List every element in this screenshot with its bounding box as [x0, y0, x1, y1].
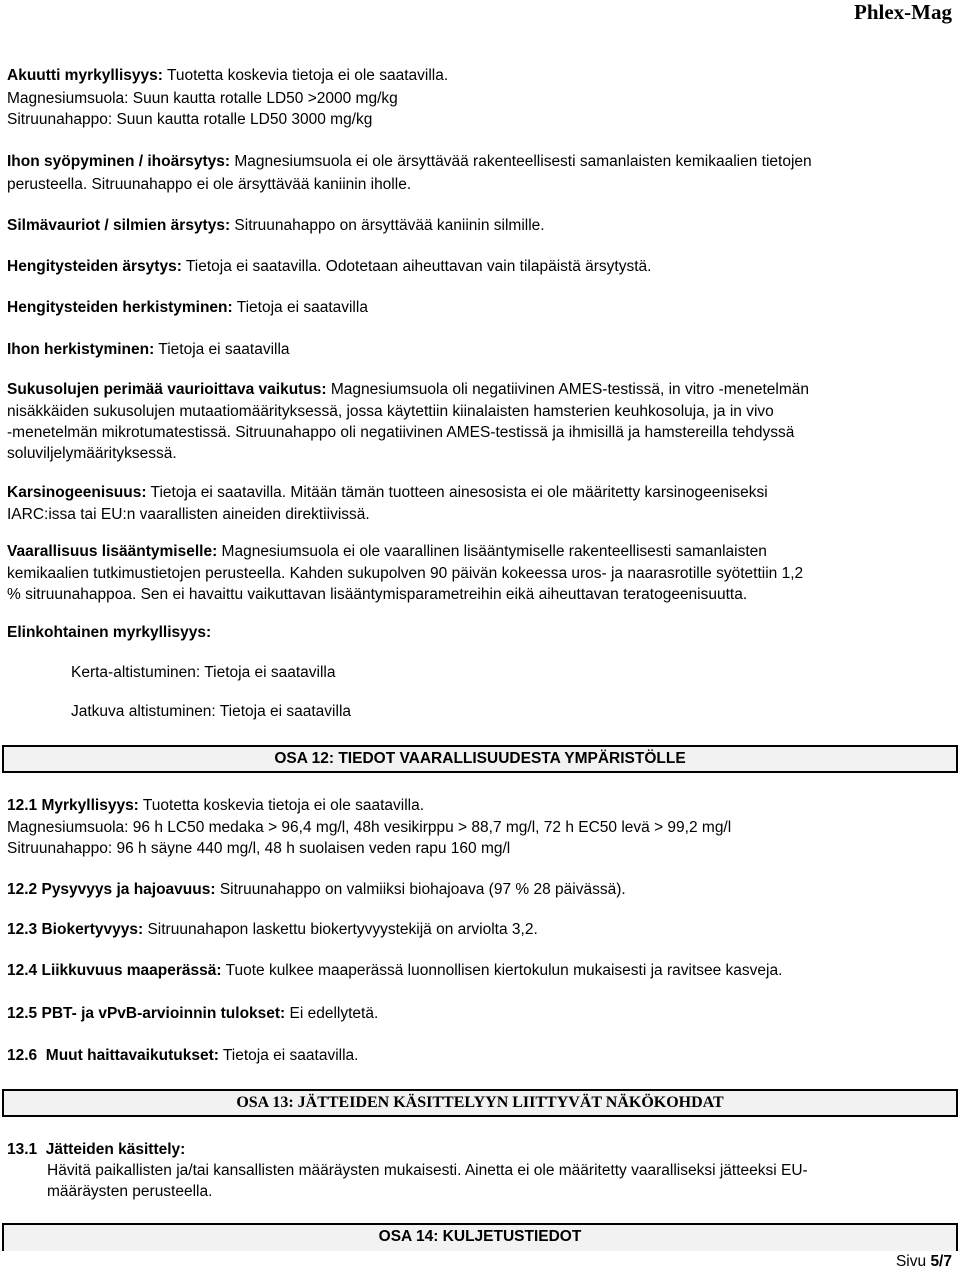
carcinogenicity-line-2: IARC:issa tai EU:n vaarallisten aineiden direktiivissä.: [7, 506, 370, 523]
resp-text: Tietoja ei saatavilla. Odotetaan aiheuttavan vain tilapäistä ärsytystä.: [181, 258, 652, 275]
s124-label: Liikkuvuus maaperässä:: [37, 962, 222, 979]
reproductive-line-2: kemikaalien tutkimustietojen perusteella. Kahden sukupolven 90 päivän kokeessa uros- ja naarasrotille syötettiin 1,2: [7, 565, 804, 582]
mut-label: Sukusolujen perimää vaurioittava vaikutus:: [7, 381, 327, 398]
skin-label: Ihon syöpyminen / ihoärsytys:: [7, 153, 231, 170]
chronic-label: Elinkohtainen myrkyllisyys:: [7, 624, 212, 641]
s122-num: 12.2: [7, 881, 38, 898]
acute-label: Akuutti myrkyllisyys:: [7, 67, 163, 84]
s124-num: 12.4: [7, 962, 38, 979]
mutagenicity-line-2: nisäkkäiden sukusolujen mutaatiomäärityksessä, jossa käytettiin kiinalaisten hamsterien keuhkosoluja, ja in vivo: [7, 403, 774, 420]
s125-num: 12.5: [7, 1005, 38, 1022]
skin-text-1: Magnesiumsuola ei ole ärsyttävää rakenteellisesti samanlaisten kemikaalien tietojen: [230, 153, 812, 170]
reproductive-line-1: [7, 542, 767, 562]
mutagenicity-line-4: soluviljelymäärityksessä.: [7, 445, 177, 462]
section-13-header: OSA 13: JÄTTEIDEN KÄSITTELYYN LIITTYVÄT NÄKÖKOHDAT: [2, 1089, 958, 1117]
s12-1-citric: Sitruunahappo: 96 h säyne 440 mg/l, 48 h suolaisen veden rapu 160 mg/l: [7, 840, 511, 857]
acute-toxicity: [7, 66, 448, 86]
section-14-header: OSA 14: KULJETUSTIEDOT: [2, 1223, 958, 1251]
carcinogenicity-line-1: [7, 483, 768, 503]
resp-label: Hengitysteiden ärsytys:: [7, 258, 182, 275]
respiratory-sensitisation: [7, 298, 368, 318]
skin-irritation-line-2: perusteella. Sitruunahappo ei ole ärsyttävää kaniinin iholle.: [7, 176, 412, 193]
s126-label: Muut haittavaikutukset:: [37, 1047, 219, 1064]
respiratory-irritation: [7, 257, 651, 277]
s124-text: Tuote kulkee maaperässä luonnollisen kiertokulun mukaisesti ja ravitsee kasveja.: [221, 962, 783, 979]
s123-num: 12.3: [7, 921, 38, 938]
s125-text: Ei edellytetä.: [285, 1005, 379, 1022]
document-brand: Phlex-Mag: [854, 0, 952, 24]
s125-label: PBT- ja vPvB-arvioinnin tulokset:: [37, 1005, 286, 1022]
s131-label: Jätteiden käsittely:: [37, 1141, 186, 1158]
mutagenicity-line-3: -menetelmän mikrotumatestissä. Sitruunahappo oli negatiivinen AMES-testissä ja ihmisillä ja hamstereilla tehdyssä: [7, 424, 795, 441]
s123-text: Sitruunahapon laskettu biokertyvyystekijä on arviolta 3,2.: [143, 921, 538, 938]
s121-label: Myrkyllisyys:: [37, 797, 139, 814]
repro-label: Vaarallisuus lisääntymiselle:: [7, 543, 218, 560]
s126-text: Tietoja ei saatavilla.: [218, 1047, 359, 1064]
s12-4-mobility: [7, 961, 782, 981]
carc-label: Karsinogeenisuus:: [7, 484, 147, 501]
resp-sens-text: Tietoja ei saatavilla: [232, 299, 368, 316]
s121-text: Tuotetta koskevia tietoja ei ole saatavilla.: [138, 797, 425, 814]
page-label: Sivu: [895, 1253, 931, 1270]
s123-label: Biokertyvyys:: [37, 921, 144, 938]
eye-irritation: [7, 216, 545, 236]
skin-sensitisation: [7, 340, 290, 360]
repeated-exposure: Jatkuva altistuminen: Tietoja ei saatavilla: [71, 703, 352, 720]
repro-text-1: Magnesiumsuola ei ole vaarallinen lisääntymiselle rakenteellisesti samanlaisten: [217, 543, 767, 560]
s12-5-pbt: [7, 1004, 378, 1024]
mutagenicity-line-1: [7, 380, 809, 400]
page-number: [896, 1253, 952, 1271]
s12-2-persistence: [7, 880, 626, 900]
s131-num: 13.1: [7, 1141, 38, 1158]
page-num: 5/7: [930, 1253, 952, 1270]
s121-num: 12.1: [7, 797, 38, 814]
acute-citric: Sitruunahappo: Suun kautta rotalle LD50 3000 mg/kg: [7, 111, 373, 128]
skin-irritation-line-1: [7, 152, 812, 172]
reproductive-line-3: % sitruunahappoa. Sen ei havaittu vaikuttavan lisääntymisparametreihin eikä aiheuttavan teratogeenisuutta.: [7, 586, 748, 603]
skin-sens-text: Tietoja ei saatavilla: [154, 341, 290, 358]
carc-text-1: Tietoja ei saatavilla. Mitään tämän tuotteen ainesosista ei ole määritetty karsinogeeniseksi: [146, 484, 768, 501]
s12-1-toxicity: [7, 796, 424, 816]
eye-text: Sitruunahappo on ärsyttävää kaniinin silmille.: [230, 217, 545, 234]
section-12-header: OSA 12: TIEDOT VAARALLISUUDESTA YMPÄRISTÖLLE: [2, 745, 958, 773]
mut-text-1: Magnesiumsuola oli negatiivinen AMES-testissä, in vitro -menetelmän: [326, 381, 810, 398]
s126-num: 12.6: [7, 1047, 38, 1064]
skin-sens-label: Ihon herkistyminen:: [7, 341, 155, 358]
eye-label: Silmävauriot / silmien ärsytys:: [7, 217, 231, 234]
s13-1-text-1: Hävitä paikallisten ja/tai kansallisten määräysten mukaisesti. Ainetta ei ole määritetty vaaralliseksi jätteeksi EU-: [47, 1162, 808, 1179]
s122-text: Sitruunahappo on valmiiksi biohajoava (97 % 28 päivässä).: [215, 881, 626, 898]
s122-label: Pysyvyys ja hajoavuus:: [37, 881, 216, 898]
s12-1-magnesium: Magnesiumsuola: 96 h LC50 medaka > 96,4 mg/l, 48h vesikirppu > 88,7 mg/l, 72 h EC50 levä > 99,2 mg/l: [7, 819, 732, 836]
stot-heading: [7, 623, 211, 643]
acute-text: Tuotetta koskevia tietoja ei ole saatavilla.: [162, 67, 449, 84]
s13-1-text-2: määräysten perusteella.: [47, 1183, 213, 1200]
acute-magnesium: Magnesiumsuola: Suun kautta rotalle LD50 >2000 mg/kg: [7, 90, 398, 107]
resp-sens-label: Hengitysteiden herkistyminen:: [7, 299, 233, 316]
s13-1-heading: [7, 1140, 185, 1160]
s12-3-bioaccumulation: [7, 920, 538, 940]
single-exposure: Kerta-altistuminen: Tietoja ei saatavilla: [71, 664, 336, 681]
s12-6-other: [7, 1046, 358, 1066]
